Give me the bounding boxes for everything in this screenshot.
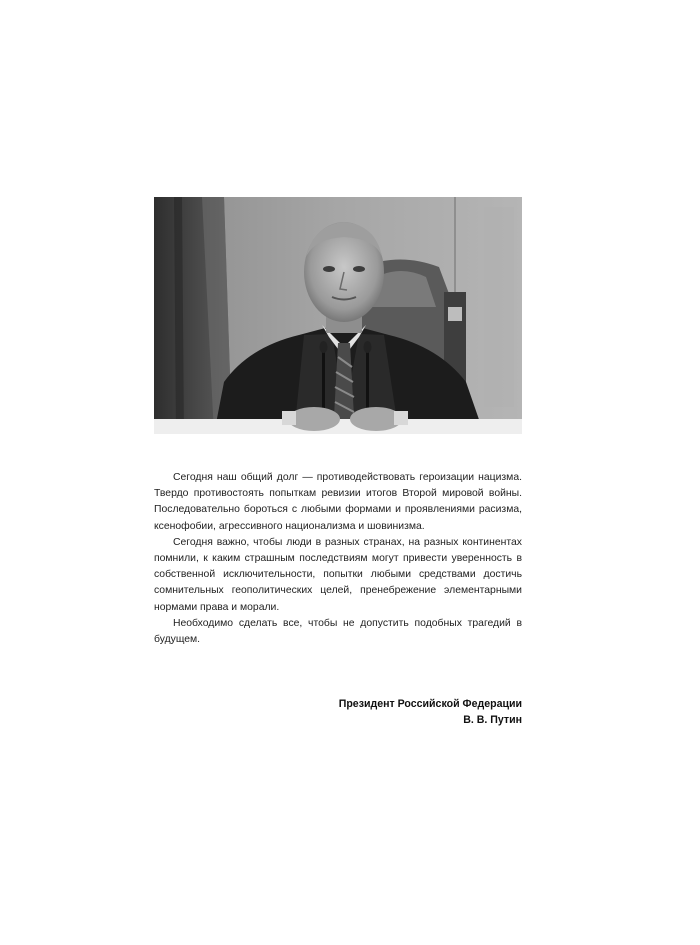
portrait-photo [154,197,522,434]
portrait-photo-image [154,197,522,434]
paragraph: Сегодня важно, чтобы люди в разных странах, на разных континентах помнили, к каким страшным последствиям могут привести уверенность в собственной исключительности, попытки любыми средствами достичь сомнительных геополитических целей, пренебрежение элементарными нормами права и морали. [154,536,522,613]
body-text [154,470,522,648]
signature-block [154,696,522,728]
signature-position: Президент Российской Федерации [338,698,522,710]
paragraph: Сегодня наш общий долг — противодействовать героизации нацизма. Твердо противостоять попыткам ревизии итогов Второй мировой войны. Последовательно бороться с любыми формами и проявлениями расизма, ксенофобии, агрессивного национализма и шовинизма. [154,472,522,532]
paragraph: Необходимо сделать все, чтобы не допустить подобных трагедий в будущем. [154,617,522,646]
signature-name: В. В. Путин [463,714,522,726]
